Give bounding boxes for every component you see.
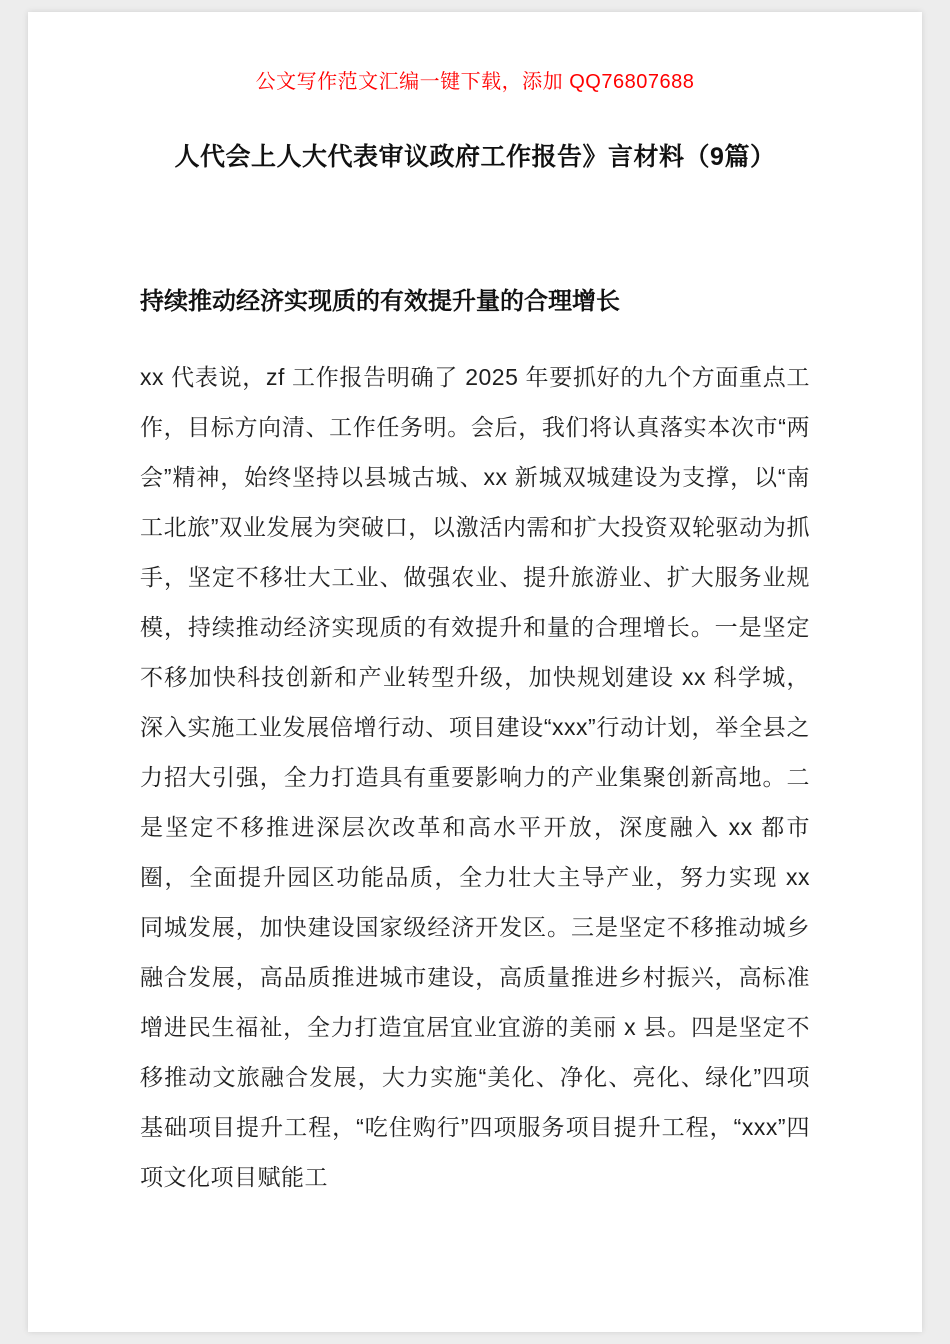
document-page: [28, 12, 922, 1332]
body-paragraph: xx 代表说，zf 工作报告明确了 2025 年要抓好的九个方面重点工作，目标方向清、工作任务明。会后，我们将认真落实本次市“两会”精神，始终坚持以县城古城、xx 新城双城建设为支撑，以“南工北旅”双业发展为突破口，以激活内需和扩大投资双轮驱动为抓手，坚定不移壮大工业、做强农业、提升旅游业、扩大服务业规模，持续推动经济实现质的有效提升和量的合理增长。一是坚定不移加快科技创新和产业转型升级，加快规划建设 xx 科学城，深入实施工业发展倍增行动、项目建设“xxx”行动计划，举全县之力招大引强，全力打造具有重要影响力的产业集聚创新高地。二是坚定不移推进深层次改革和高水平开放，深度融入 xx 都市圈，全面提升园区功能品质，全力壮大主导产业，努力实现 xx 同城发展，加快建设国家级经济开发区。三是坚定不移推动城乡融合发展，高品质推进城市建设，高质量推进乡村振兴，高标准增进民生福祉，全力打造宜居宜业宜游的美丽 x 县。四是坚定不移推动文旅融合发展，大力实施“美化、净化、亮化、绿化”四项基础项目提升工程，“吃住购行”四项服务项目提升工程，“xxx”四项文化项目赋能工: [140, 364, 810, 1190]
document-title: 人代会上人大代表审议政府工作报告》言材料（9篇）: [174, 143, 776, 171]
section-heading: 持续推动经济实现质的有效提升量的合理增长: [140, 288, 620, 315]
download-notice: 公文写作范文汇编一键下载，添加 QQ76807688: [255, 71, 695, 93]
